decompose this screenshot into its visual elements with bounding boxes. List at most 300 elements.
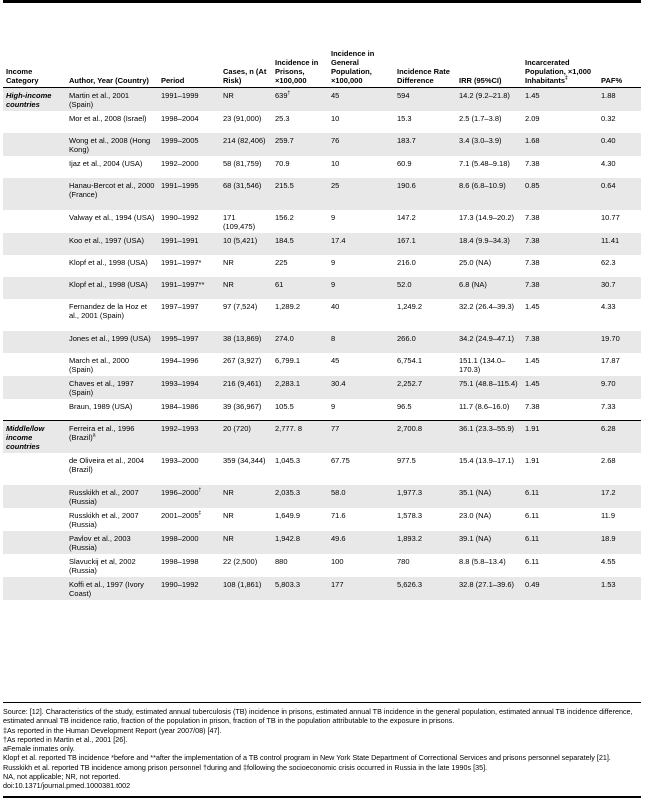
- income-category-cell: [3, 156, 66, 178]
- author-cell-text: Koo et al., 1997 (USA): [69, 235, 145, 245]
- rate-difference-cell-text: 52.0: [397, 279, 412, 289]
- irr-cell-text: 34.2 (24.9–47.1): [459, 333, 515, 343]
- rate-difference-cell: [394, 156, 456, 178]
- period-cell: [158, 531, 220, 554]
- income-category-cell: [3, 277, 66, 299]
- author-cell-text: Russkikh et al., 2007 (Russia): [69, 511, 139, 529]
- incidence-prisons-cell-text: 6,799.1: [275, 355, 301, 365]
- paf-cell-text: 19.70: [601, 333, 620, 343]
- incidence-general-cell-text: 25: [331, 180, 340, 190]
- incarcerated-cell-text: 1.91: [525, 456, 540, 465]
- paf-cell: [598, 277, 641, 299]
- incarcerated-cell: [522, 178, 598, 210]
- incarcerated-cell-text: 7.38: [525, 333, 540, 343]
- incidence-prisons-cell: [272, 210, 328, 233]
- header-row: [3, 9, 641, 87]
- irr-cell: [456, 210, 522, 233]
- irr-cell-text: 14.2 (9.2–21.8): [459, 90, 510, 100]
- rate-difference-cell-text: 167.1: [397, 235, 416, 245]
- author-cell: [66, 376, 158, 399]
- note-martin: †As reported in Martin et al., 2001 [26].: [3, 734, 128, 744]
- note-doi: doi:10.1371/journal.pmed.1000381.t002: [3, 781, 131, 791]
- period-cell: [158, 233, 220, 255]
- author-cell-text: Koffi et al., 1997 (Ivory Coast): [69, 580, 144, 598]
- incidence-prisons-cell-text: 225: [275, 257, 288, 267]
- incarcerated-cell: [522, 133, 598, 156]
- income-category-cell: [3, 178, 66, 210]
- incidence-general-cell-text: 45: [331, 355, 340, 365]
- cases-cell-text: 108 (1,861): [223, 580, 262, 589]
- irr-cell-text: 25.0 (NA): [459, 257, 492, 267]
- author-cell-text: Pavlov et al., 2003 (Russia): [69, 534, 131, 552]
- incidence-general-cell: [328, 577, 394, 600]
- paf-cell-text: 4.33: [601, 301, 616, 311]
- incarcerated-cell-text: 0.85: [525, 180, 540, 190]
- rate-difference-cell: [394, 508, 456, 531]
- incidence-prisons-cell: [272, 485, 328, 508]
- paf-cell-text: 0.32: [601, 113, 616, 123]
- incarcerated-cell: [522, 255, 598, 277]
- paf-cell-text: 6.28: [601, 424, 616, 433]
- period-cell-text: 1998–2000: [161, 534, 199, 543]
- cases-cell-text: NR: [223, 534, 234, 543]
- irr-cell: [456, 376, 522, 399]
- period-cell-text: 1998–1998: [161, 557, 199, 566]
- income-category-cell: [3, 299, 66, 331]
- irr-cell-text: 32.2 (26.4–39.3): [459, 301, 515, 311]
- period-cell-text: 1999–2005: [161, 135, 199, 145]
- table-row: [3, 178, 641, 210]
- incidence-general-cell-text: 9: [331, 212, 336, 222]
- incidence-prisons-cell: [272, 353, 328, 376]
- incarcerated-cell: [522, 210, 598, 233]
- incidence-prisons-cell-text: 274.0: [275, 333, 294, 343]
- paf-cell: [598, 421, 641, 454]
- author-cell-text: Jones et al., 1999 (USA): [69, 333, 151, 343]
- paf-cell: [598, 178, 641, 210]
- author-cell-sup: a: [92, 432, 96, 439]
- incidence-general-cell-text: 17.4: [331, 235, 346, 245]
- incarcerated-cell-text: 1.91: [525, 424, 540, 433]
- income-category-cell: High-income countries: [3, 87, 66, 111]
- period-cell: [158, 331, 220, 353]
- table-row: [3, 299, 641, 331]
- header-rate-difference: Incidence Rate Difference: [394, 9, 456, 87]
- income-category-cell: [3, 577, 66, 600]
- table-row: [3, 277, 641, 299]
- cases-cell: [220, 255, 272, 277]
- note-russkikh: Russkikh et al. reported TB incidence among prison personnel †during and ‡following the socioeconomic crisis occurred in Russia in the late 1990s [35].: [3, 762, 488, 772]
- income-category-cell: [3, 210, 66, 233]
- incidence-general-cell: [328, 156, 394, 178]
- period-cell-text: 1995–1997: [161, 333, 199, 343]
- incidence-prisons-cell: [272, 111, 328, 133]
- incidence-general-cell: [328, 421, 394, 454]
- rate-difference-cell: [394, 133, 456, 156]
- period-cell: [158, 255, 220, 277]
- incidence-prisons-cell-text: 2,283.1: [275, 378, 301, 388]
- irr-cell-text: 32.8 (27.1–39.6): [459, 580, 515, 589]
- incidence-general-cell-text: 58.0: [331, 488, 346, 497]
- rate-difference-cell: [394, 485, 456, 508]
- note-source: Source: [12]. Characteristics of the study, estimated annual tuberculosis (TB) incidence in prisons, estimated annual TB incidence in the general population, estimated annual TB incidence difference, estimated annual TB incidence ratio, fraction of the population in prison, fraction of TB in the population attributable to the exposure in prisons.: [3, 707, 633, 726]
- incarcerated-cell: [522, 508, 598, 531]
- cases-cell: [220, 133, 272, 156]
- cases-cell-text: NR: [223, 90, 234, 100]
- rate-difference-cell-text: 266.0: [397, 333, 416, 343]
- header-incidence-prisons: Incidence in Prisons, ×100,000: [272, 9, 328, 87]
- author-cell-text: Ferreira et al., 1996 (Brazil): [69, 424, 135, 442]
- incidence-general-cell-text: 77: [331, 424, 340, 433]
- rate-difference-cell-text: 60.9: [397, 158, 412, 168]
- period-cell: [158, 554, 220, 577]
- cases-cell-text: 39 (36,967): [223, 401, 262, 411]
- incarcerated-cell: [522, 376, 598, 399]
- author-cell: [66, 577, 158, 600]
- period-cell-text: 1991–1997*: [161, 257, 202, 267]
- period-cell: [158, 111, 220, 133]
- rate-difference-cell: [394, 399, 456, 421]
- irr-cell-text: 35.1 (NA): [459, 488, 492, 497]
- irr-cell: [456, 421, 522, 454]
- paf-cell-text: 1.88: [601, 90, 616, 100]
- rate-difference-cell-text: 183.7: [397, 135, 416, 145]
- author-cell: [66, 255, 158, 277]
- rate-difference-cell: [394, 255, 456, 277]
- cases-cell: [220, 485, 272, 508]
- incidence-prisons-cell-text: 1,289.2: [275, 301, 301, 311]
- paf-cell-text: 17.87: [601, 355, 620, 365]
- cases-cell: [220, 531, 272, 554]
- cases-cell: [220, 87, 272, 111]
- incidence-prisons-cell-text: 184.5: [275, 235, 294, 245]
- author-cell-text: Klopf et al., 1998 (USA): [69, 279, 148, 289]
- period-cell: [158, 376, 220, 399]
- author-cell-text: Russkikh et al., 2007 (Russia): [69, 488, 139, 506]
- period-cell-text: 1998–2004: [161, 113, 199, 123]
- irr-cell-text: 36.1 (23.3–55.9): [459, 424, 515, 433]
- incidence-general-cell: [328, 233, 394, 255]
- author-cell-text: Ijaz et al., 2004 (USA): [69, 158, 143, 168]
- incarcerated-cell-text: 2.09: [525, 113, 540, 123]
- rate-difference-cell: [394, 210, 456, 233]
- incidence-prisons-cell: [272, 87, 328, 111]
- period-cell-text: 1993–1994: [161, 378, 199, 388]
- data-table: [3, 9, 641, 600]
- incidence-general-cell-text: 9: [331, 401, 336, 411]
- incidence-general-cell: [328, 255, 394, 277]
- cases-cell: [220, 299, 272, 331]
- irr-cell-text: 151.1 (134.0–170.3): [459, 355, 506, 374]
- rate-difference-cell: [394, 277, 456, 299]
- incarcerated-cell: [522, 277, 598, 299]
- incarcerated-cell: [522, 299, 598, 331]
- incarcerated-cell-text: 6.11: [525, 557, 540, 566]
- cases-cell: [220, 577, 272, 600]
- incidence-general-cell: [328, 133, 394, 156]
- rate-difference-cell-text: 190.6: [397, 180, 416, 190]
- table-row: [3, 331, 641, 353]
- rate-difference-cell-text: 1,977.3: [397, 488, 423, 497]
- period-cell-text: 1992–1993: [161, 424, 199, 433]
- cases-cell-text: 97 (7,524): [223, 301, 258, 311]
- author-cell: [66, 178, 158, 210]
- paf-cell-text: 18.9: [601, 534, 616, 543]
- income-category-cell: [3, 376, 66, 399]
- cases-cell-text: NR: [223, 279, 234, 289]
- incidence-general-cell-text: 8: [331, 333, 336, 343]
- paf-cell-text: 9.70: [601, 378, 616, 388]
- incarcerated-cell-text: 7.38: [525, 212, 540, 222]
- rate-difference-cell-text: 6,754.1: [397, 355, 423, 365]
- incidence-prisons-cell-text: 215.5: [275, 180, 294, 190]
- incidence-prisons-cell: [272, 577, 328, 600]
- irr-cell-text: 3.4 (3.0–3.9): [459, 135, 502, 145]
- incidence-prisons-cell: [272, 508, 328, 531]
- table-row: [3, 376, 641, 399]
- incidence-prisons-cell-text: 1,045.3: [275, 456, 301, 465]
- incarcerated-cell: [522, 156, 598, 178]
- paf-cell-text: 17.2: [601, 488, 616, 497]
- income-category-cell: [3, 331, 66, 353]
- irr-cell: [456, 299, 522, 331]
- incidence-general-cell-text: 177: [331, 580, 344, 589]
- period-cell: [158, 421, 220, 454]
- table-row: [3, 531, 641, 554]
- incidence-prisons-cell-text: 1,942.8: [275, 534, 301, 543]
- rate-difference-cell: [394, 376, 456, 399]
- incidence-prisons-cell: [272, 299, 328, 331]
- incarcerated-cell-text: 6.11: [525, 511, 540, 520]
- rate-difference-cell: [394, 531, 456, 554]
- table-row: [3, 255, 641, 277]
- incidence-prisons-cell: [272, 255, 328, 277]
- period-cell-text: 1993–2000: [161, 456, 199, 465]
- incidence-general-cell-text: 49.6: [331, 534, 346, 543]
- incidence-general-cell: [328, 299, 394, 331]
- rate-difference-cell: [394, 421, 456, 454]
- rate-difference-cell-text: 1,578.3: [397, 511, 423, 520]
- header-paf: PAF%: [598, 9, 641, 87]
- incarcerated-cell-text: 7.38: [525, 158, 540, 168]
- incidence-prisons-cell: [272, 531, 328, 554]
- rate-difference-cell: [394, 178, 456, 210]
- period-cell-text: 1990–1992: [161, 580, 199, 589]
- author-cell-text: de Oliveira et al., 2004 (Brazil): [69, 456, 145, 474]
- table-row: [3, 508, 641, 531]
- table-row: [3, 210, 641, 233]
- incidence-general-cell: [328, 554, 394, 577]
- rate-difference-cell-text: 147.2: [397, 212, 416, 222]
- income-category-cell: [3, 353, 66, 376]
- top-rule: [3, 0, 641, 3]
- incidence-general-cell: [328, 210, 394, 233]
- paf-cell-text: 1.53: [601, 580, 616, 589]
- cases-cell-text: 38 (13,869): [223, 333, 262, 343]
- irr-cell: [456, 277, 522, 299]
- author-cell-text: Valway et al., 1994 (USA): [69, 212, 155, 222]
- period-cell: [158, 508, 220, 531]
- period-cell: [158, 87, 220, 111]
- rate-difference-cell-text: 15.3: [397, 113, 412, 123]
- period-cell: [158, 453, 220, 485]
- paf-cell-text: 62.3: [601, 257, 616, 267]
- cases-cell-text: NR: [223, 488, 234, 497]
- period-cell-text: 1990–1992: [161, 212, 199, 222]
- irr-cell: [456, 111, 522, 133]
- header-irr: IRR (95%CI): [456, 9, 522, 87]
- rate-difference-cell-text: 2,700.8: [397, 424, 423, 433]
- incidence-general-cell: [328, 277, 394, 299]
- irr-cell-text: 6.8 (NA): [459, 279, 487, 289]
- incidence-prisons-cell-text: 70.9: [275, 158, 290, 168]
- table-row: [3, 399, 641, 421]
- incidence-general-cell-text: 10: [331, 158, 340, 168]
- irr-cell: [456, 399, 522, 421]
- cases-cell-text: 10 (5,421): [223, 235, 258, 245]
- incidence-general-cell: [328, 87, 394, 111]
- paf-cell: [598, 331, 641, 353]
- rate-difference-cell-text: 780: [397, 557, 410, 566]
- incidence-prisons-cell: [272, 331, 328, 353]
- paf-cell-text: 2.68: [601, 456, 616, 465]
- incidence-general-cell-text: 9: [331, 257, 336, 267]
- cases-cell: [220, 210, 272, 233]
- author-cell-text: Slavuckij et al, 2002 (Russia): [69, 557, 136, 575]
- irr-cell-text: 2.5 (1.7–3.8): [459, 113, 502, 123]
- cases-cell: [220, 111, 272, 133]
- rate-difference-cell: [394, 353, 456, 376]
- period-cell: [158, 133, 220, 156]
- incarcerated-cell-text: 1.68: [525, 135, 540, 145]
- income-category-cell: Middle/low income countries: [3, 421, 66, 454]
- cases-cell: [220, 399, 272, 421]
- cases-cell: [220, 233, 272, 255]
- incidence-prisons-cell-text: 1,649.9: [275, 511, 301, 520]
- table-row: [3, 133, 641, 156]
- incidence-general-cell: [328, 531, 394, 554]
- paf-cell: [598, 399, 641, 421]
- incarcerated-cell-text: 6.11: [525, 534, 540, 543]
- incidence-general-cell: [328, 485, 394, 508]
- paf-cell-text: 11.41: [601, 235, 620, 245]
- bottom-rule: [3, 796, 641, 798]
- cases-cell-text: 23 (91,000): [223, 113, 262, 123]
- irr-cell: [456, 178, 522, 210]
- income-category-cell: [3, 399, 66, 421]
- author-cell: [66, 331, 158, 353]
- paf-cell: [598, 376, 641, 399]
- incarcerated-cell: [522, 111, 598, 133]
- incidence-general-cell-text: 100: [331, 557, 344, 566]
- table-row: [3, 353, 641, 376]
- incidence-general-cell: [328, 508, 394, 531]
- incidence-general-cell-text: 45: [331, 90, 340, 100]
- incarcerated-cell-text: 1.45: [525, 301, 540, 311]
- cases-cell: [220, 453, 272, 485]
- cases-cell: [220, 508, 272, 531]
- author-cell-text: Braun, 1989 (USA): [69, 401, 133, 411]
- irr-cell: [456, 255, 522, 277]
- author-cell: [66, 353, 158, 376]
- period-cell-text: 1991–1997**: [161, 279, 205, 289]
- period-cell-text: 1997–1997: [161, 301, 199, 311]
- incidence-prisons-cell: [272, 133, 328, 156]
- paf-cell: [598, 531, 641, 554]
- incidence-general-cell: [328, 399, 394, 421]
- paf-cell: [598, 453, 641, 485]
- incarcerated-cell: [522, 577, 598, 600]
- period-cell: [158, 577, 220, 600]
- rate-difference-cell: [394, 299, 456, 331]
- incidence-general-cell: [328, 353, 394, 376]
- period-cell: [158, 399, 220, 421]
- rate-difference-cell-text: 1,249.2: [397, 301, 423, 311]
- header-cases: Cases, n (At Risk): [220, 9, 272, 87]
- cases-cell: [220, 331, 272, 353]
- incarcerated-cell: [522, 399, 598, 421]
- cases-cell: [220, 178, 272, 210]
- incidence-prisons-cell-text: 2,035.3: [275, 488, 301, 497]
- cases-cell: [220, 554, 272, 577]
- incidence-prisons-cell: [272, 156, 328, 178]
- incidence-prisons-cell-sup: †: [287, 90, 291, 96]
- paf-cell: [598, 508, 641, 531]
- incidence-general-cell-text: 67.75: [331, 456, 350, 465]
- incidence-prisons-cell: [272, 233, 328, 255]
- rate-difference-cell: [394, 554, 456, 577]
- incarcerated-cell-text: 6.11: [525, 488, 540, 497]
- incidence-general-cell-text: 76: [331, 135, 340, 145]
- author-cell: [66, 233, 158, 255]
- cases-cell: [220, 277, 272, 299]
- period-cell-text: 1992–2000: [161, 158, 199, 168]
- rate-difference-cell: [394, 111, 456, 133]
- author-cell-text: Wong et al., 2008 (Hong Kong): [69, 135, 151, 154]
- note-klopf: Klopf et al. reported TB incidence *before and **after the implementation of a TB control program in New York State Department of Correctional Services and prisons personnel separately [21].: [3, 753, 611, 763]
- incidence-prisons-cell-text: 259.7: [275, 135, 294, 145]
- income-category-cell: [3, 133, 66, 156]
- author-cell: [66, 485, 158, 508]
- period-cell: [158, 485, 220, 508]
- table-row: [3, 485, 641, 508]
- period-cell: [158, 353, 220, 376]
- header-author: Author, Year (Country): [66, 9, 158, 87]
- author-cell-text: Fernandez de la Hoz et al., 2001 (Spain): [69, 301, 147, 320]
- cases-cell-text: 214 (82,406): [223, 135, 266, 145]
- irr-cell: [456, 485, 522, 508]
- irr-cell-text: 18.4 (9.9–34.3): [459, 235, 510, 245]
- incarcerated-cell: [522, 87, 598, 111]
- period-cell: [158, 178, 220, 210]
- incidence-prisons-cell-text: 25.3: [275, 113, 290, 123]
- cases-cell-text: 68 (31,546): [223, 180, 262, 190]
- table-row: [3, 156, 641, 178]
- author-cell: [66, 277, 158, 299]
- author-cell: [66, 87, 158, 111]
- irr-cell: [456, 353, 522, 376]
- author-cell: [66, 453, 158, 485]
- author-cell: [66, 156, 158, 178]
- rate-difference-cell-text: 594: [397, 90, 410, 100]
- incarcerated-cell: [522, 331, 598, 353]
- irr-cell-text: 23.0 (NA): [459, 511, 492, 520]
- period-cell-sup: †: [198, 487, 202, 494]
- rate-difference-cell-text: 96.5: [397, 401, 412, 411]
- period-cell-text: 1996–2000: [161, 488, 199, 497]
- incarcerated-cell: [522, 233, 598, 255]
- income-category-cell: [3, 453, 66, 485]
